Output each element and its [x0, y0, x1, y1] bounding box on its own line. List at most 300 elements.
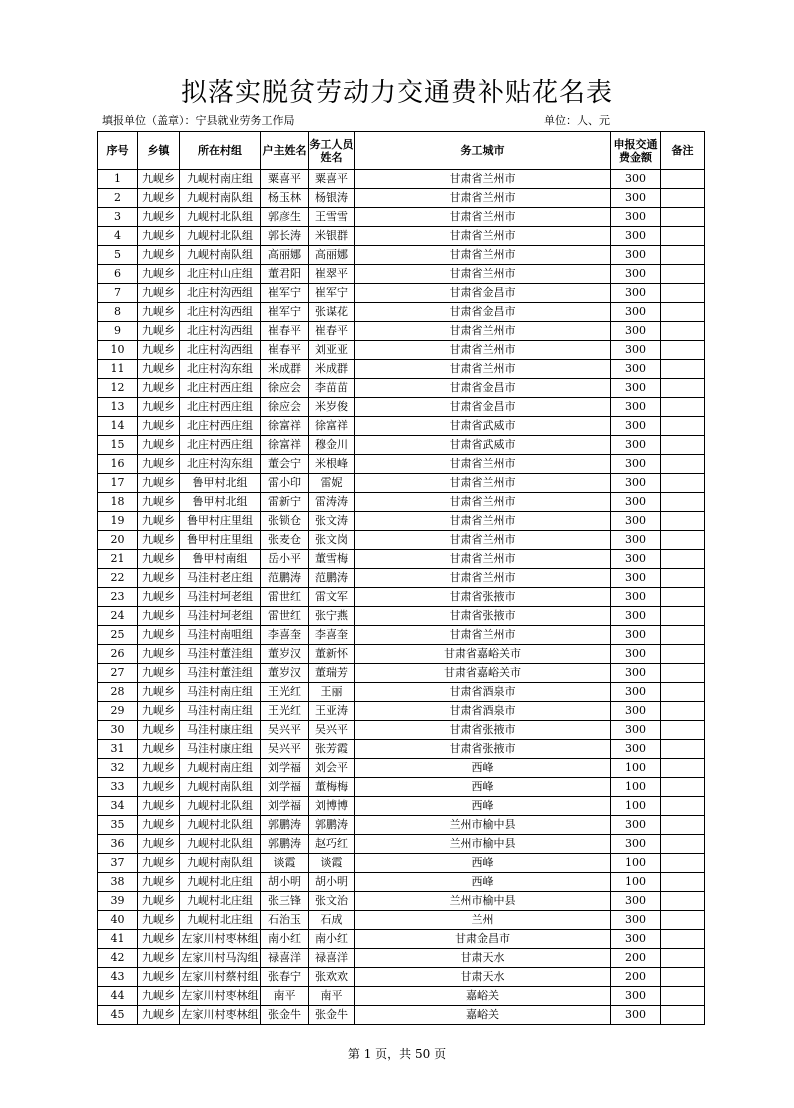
- cell-amount: 100: [611, 759, 661, 778]
- cell-township: 九岘乡: [138, 284, 180, 303]
- cell-township: 九岘乡: [138, 987, 180, 1006]
- cell-amount: 200: [611, 949, 661, 968]
- cell-amount: 300: [611, 892, 661, 911]
- page-footer: 第 1 页，共 50 页: [347, 1047, 447, 1061]
- cell-worker-name: 穆金川: [309, 436, 355, 455]
- cell-worker-name: 杨银涛: [309, 189, 355, 208]
- cell-amount: 300: [611, 265, 661, 284]
- cell-household-head: 岳小平: [261, 550, 309, 569]
- cell-index: 28: [98, 683, 138, 702]
- table-row: [98, 455, 705, 474]
- cell-amount: 300: [611, 512, 661, 531]
- cell-index: 21: [98, 550, 138, 569]
- cell-household-head: 胡小明: [261, 873, 309, 892]
- cell-work-city: 甘肃省嘉峪关市: [355, 664, 611, 683]
- cell-work-city: 甘肃省兰州市: [355, 341, 611, 360]
- table-row: [98, 246, 705, 265]
- cell-household-head: 崔春平: [261, 341, 309, 360]
- cell-township: 九岘乡: [138, 664, 180, 683]
- cell-work-city: 甘肃省兰州市: [355, 170, 611, 189]
- cell-village-group: 马洼村坷老组: [180, 588, 261, 607]
- table-row: [98, 968, 705, 987]
- cell-remark: [661, 189, 705, 208]
- cell-township: 九岘乡: [138, 379, 180, 398]
- table-row: [98, 512, 705, 531]
- cell-village-group: 北庄村沟西组: [180, 322, 261, 341]
- cell-village-group: 九岘村北庄组: [180, 873, 261, 892]
- cell-worker-name: 张金牛: [309, 1006, 355, 1025]
- cell-index: 32: [98, 759, 138, 778]
- cell-household-head: 郭彦生: [261, 208, 309, 227]
- cell-index: 40: [98, 911, 138, 930]
- cell-index: 37: [98, 854, 138, 873]
- cell-village-group: 九岘村南队组: [180, 778, 261, 797]
- cell-worker-name: 米根峰: [309, 455, 355, 474]
- cell-household-head: 雷小印: [261, 474, 309, 493]
- cell-village-group: 鲁甲村南组: [180, 550, 261, 569]
- table-row: [98, 493, 705, 512]
- cell-index: 15: [98, 436, 138, 455]
- cell-amount: 200: [611, 968, 661, 987]
- cell-household-head: 禄喜洋: [261, 949, 309, 968]
- cell-household-head: 徐富祥: [261, 436, 309, 455]
- cell-worker-name: 米岁俊: [309, 398, 355, 417]
- cell-remark: [661, 873, 705, 892]
- cell-amount: 100: [611, 778, 661, 797]
- cell-household-head: 董岁汉: [261, 664, 309, 683]
- cell-household-head: 董君阳: [261, 265, 309, 284]
- header-work-city: 务工城市: [355, 132, 611, 170]
- cell-village-group: 鲁甲村庄里组: [180, 531, 261, 550]
- cell-amount: 300: [611, 379, 661, 398]
- cell-remark: [661, 759, 705, 778]
- cell-household-head: 郭长涛: [261, 227, 309, 246]
- cell-village-group: 左家川村蔡村组: [180, 968, 261, 987]
- cell-worker-name: 张文治: [309, 892, 355, 911]
- cell-remark: [661, 379, 705, 398]
- cell-amount: 300: [611, 436, 661, 455]
- cell-township: 九岘乡: [138, 436, 180, 455]
- cell-village-group: 左家川村枣林组: [180, 1006, 261, 1025]
- cell-index: 38: [98, 873, 138, 892]
- table-row: [98, 759, 705, 778]
- table-row: [98, 797, 705, 816]
- cell-remark: [661, 683, 705, 702]
- cell-household-head: 杨玉林: [261, 189, 309, 208]
- cell-index: 8: [98, 303, 138, 322]
- cell-index: 13: [98, 398, 138, 417]
- cell-work-city: 甘肃省兰州市: [355, 227, 611, 246]
- cell-remark: [661, 968, 705, 987]
- cell-index: 10: [98, 341, 138, 360]
- table-row: [98, 208, 705, 227]
- cell-amount: 300: [611, 284, 661, 303]
- cell-worker-name: 刘博博: [309, 797, 355, 816]
- cell-amount: 300: [611, 987, 661, 1006]
- cell-household-head: 雷新宁: [261, 493, 309, 512]
- cell-worker-name: 张宁燕: [309, 607, 355, 626]
- cell-household-head: 粟喜平: [261, 170, 309, 189]
- cell-township: 九岘乡: [138, 968, 180, 987]
- table-row: [98, 284, 705, 303]
- cell-worker-name: 谈霞: [309, 854, 355, 873]
- cell-village-group: 北庄村沟西组: [180, 284, 261, 303]
- cell-remark: [661, 455, 705, 474]
- cell-work-city: 甘肃省金昌市: [355, 398, 611, 417]
- cell-work-city: 甘肃省兰州市: [355, 626, 611, 645]
- cell-household-head: 雷世红: [261, 607, 309, 626]
- table-row: [98, 721, 705, 740]
- cell-township: 九岘乡: [138, 474, 180, 493]
- cell-work-city: 甘肃天水: [355, 949, 611, 968]
- cell-amount: 100: [611, 854, 661, 873]
- cell-worker-name: 吴兴平: [309, 721, 355, 740]
- cell-amount: 300: [611, 702, 661, 721]
- cell-household-head: 雷世红: [261, 588, 309, 607]
- cell-remark: [661, 626, 705, 645]
- cell-household-head: 石治玉: [261, 911, 309, 930]
- cell-township: 九岘乡: [138, 322, 180, 341]
- table-row: [98, 227, 705, 246]
- cell-amount: 300: [611, 740, 661, 759]
- cell-work-city: 甘肃省嘉峪关市: [355, 645, 611, 664]
- cell-village-group: 鲁甲村庄里组: [180, 512, 261, 531]
- cell-township: 九岘乡: [138, 398, 180, 417]
- cell-household-head: 郭鹏涛: [261, 816, 309, 835]
- cell-index: 6: [98, 265, 138, 284]
- cell-amount: 300: [611, 645, 661, 664]
- cell-worker-name: 南小红: [309, 930, 355, 949]
- cell-remark: [661, 854, 705, 873]
- cell-work-city: 甘肃省兰州市: [355, 208, 611, 227]
- roster-table: [97, 131, 705, 1025]
- cell-remark: [661, 265, 705, 284]
- cell-amount: 300: [611, 322, 661, 341]
- cell-index: 1: [98, 170, 138, 189]
- cell-household-head: 董会宁: [261, 455, 309, 474]
- cell-remark: [661, 512, 705, 531]
- cell-household-head: 张麦仓: [261, 531, 309, 550]
- cell-amount: 300: [611, 816, 661, 835]
- cell-index: 17: [98, 474, 138, 493]
- cell-remark: [661, 569, 705, 588]
- cell-village-group: 北庄村西庄组: [180, 436, 261, 455]
- cell-worker-name: 张文涛: [309, 512, 355, 531]
- cell-index: 26: [98, 645, 138, 664]
- cell-household-head: 刘学福: [261, 797, 309, 816]
- cell-work-city: 甘肃省兰州市: [355, 512, 611, 531]
- cell-worker-name: 张欢欢: [309, 968, 355, 987]
- cell-township: 九岘乡: [138, 835, 180, 854]
- cell-index: 12: [98, 379, 138, 398]
- cell-work-city: 兰州: [355, 911, 611, 930]
- cell-household-head: 张春宁: [261, 968, 309, 987]
- table-row: [98, 664, 705, 683]
- cell-household-head: 谈霞: [261, 854, 309, 873]
- cell-household-head: 郭鹏涛: [261, 835, 309, 854]
- cell-work-city: 甘肃省酒泉市: [355, 702, 611, 721]
- table-row: [98, 170, 705, 189]
- cell-remark: [661, 208, 705, 227]
- cell-remark: [661, 949, 705, 968]
- cell-household-head: 张锁仓: [261, 512, 309, 531]
- cell-village-group: 马洼村康庄组: [180, 721, 261, 740]
- cell-worker-name: 雷妮: [309, 474, 355, 493]
- cell-remark: [661, 987, 705, 1006]
- cell-index: 3: [98, 208, 138, 227]
- cell-index: 22: [98, 569, 138, 588]
- cell-township: 九岘乡: [138, 778, 180, 797]
- table-row: [98, 417, 705, 436]
- cell-work-city: 甘肃省兰州市: [355, 455, 611, 474]
- cell-work-city: 甘肃省兰州市: [355, 322, 611, 341]
- cell-remark: [661, 721, 705, 740]
- cell-worker-name: 董瑞芳: [309, 664, 355, 683]
- cell-index: 25: [98, 626, 138, 645]
- table-row: [98, 1006, 705, 1025]
- cell-remark: [661, 911, 705, 930]
- header-remark: 备注: [661, 132, 705, 170]
- cell-amount: 300: [611, 170, 661, 189]
- cell-remark: [661, 835, 705, 854]
- cell-work-city: 甘肃省兰州市: [355, 189, 611, 208]
- cell-village-group: 左家川村枣林组: [180, 987, 261, 1006]
- table-row: [98, 265, 705, 284]
- cell-worker-name: 高丽娜: [309, 246, 355, 265]
- cell-township: 九岘乡: [138, 265, 180, 284]
- cell-worker-name: 雷涛涛: [309, 493, 355, 512]
- cell-village-group: 左家川村枣林组: [180, 930, 261, 949]
- cell-township: 九岘乡: [138, 740, 180, 759]
- cell-worker-name: 雷文军: [309, 588, 355, 607]
- cell-work-city: 嘉峪关: [355, 1006, 611, 1025]
- cell-index: 4: [98, 227, 138, 246]
- cell-work-city: 甘肃省兰州市: [355, 531, 611, 550]
- cell-index: 42: [98, 949, 138, 968]
- cell-township: 九岘乡: [138, 455, 180, 474]
- cell-worker-name: 徐富祥: [309, 417, 355, 436]
- cell-amount: 300: [611, 588, 661, 607]
- cell-amount: 300: [611, 835, 661, 854]
- table-row: [98, 892, 705, 911]
- cell-remark: [661, 227, 705, 246]
- cell-township: 九岘乡: [138, 1006, 180, 1025]
- cell-remark: [661, 778, 705, 797]
- cell-remark: [661, 1006, 705, 1025]
- cell-amount: 300: [611, 303, 661, 322]
- cell-village-group: 北庄村西庄组: [180, 379, 261, 398]
- cell-village-group: 九岘村北队组: [180, 797, 261, 816]
- cell-household-head: 张金牛: [261, 1006, 309, 1025]
- cell-village-group: 左家川村马沟组: [180, 949, 261, 968]
- cell-township: 九岘乡: [138, 360, 180, 379]
- cell-township: 九岘乡: [138, 645, 180, 664]
- cell-household-head: 南小红: [261, 930, 309, 949]
- cell-index: 41: [98, 930, 138, 949]
- cell-worker-name: 董梅梅: [309, 778, 355, 797]
- table-row: [98, 778, 705, 797]
- cell-village-group: 九岘村南队组: [180, 854, 261, 873]
- cell-remark: [661, 474, 705, 493]
- table-row: [98, 740, 705, 759]
- cell-township: 九岘乡: [138, 550, 180, 569]
- cell-remark: [661, 493, 705, 512]
- table-row: [98, 474, 705, 493]
- cell-township: 九岘乡: [138, 797, 180, 816]
- cell-remark: [661, 170, 705, 189]
- cell-household-head: 南平: [261, 987, 309, 1006]
- cell-village-group: 北庄村沟东组: [180, 360, 261, 379]
- cell-township: 九岘乡: [138, 626, 180, 645]
- cell-village-group: 九岘村北队组: [180, 816, 261, 835]
- cell-worker-name: 崔军宁: [309, 284, 355, 303]
- table-row: [98, 645, 705, 664]
- cell-index: 29: [98, 702, 138, 721]
- cell-village-group: 鲁甲村北组: [180, 474, 261, 493]
- cell-worker-name: 石成: [309, 911, 355, 930]
- cell-household-head: 徐应会: [261, 398, 309, 417]
- header-worker-name: 务工人员姓名: [309, 132, 355, 170]
- cell-index: 16: [98, 455, 138, 474]
- cell-work-city: 西峰: [355, 873, 611, 892]
- cell-worker-name: 董雪梅: [309, 550, 355, 569]
- table-row: [98, 911, 705, 930]
- cell-work-city: 甘肃省张掖市: [355, 588, 611, 607]
- cell-index: 27: [98, 664, 138, 683]
- cell-work-city: 甘肃省兰州市: [355, 550, 611, 569]
- cell-township: 九岘乡: [138, 189, 180, 208]
- cell-remark: [661, 246, 705, 265]
- table-row: [98, 569, 705, 588]
- cell-village-group: 北庄村沟东组: [180, 455, 261, 474]
- cell-township: 九岘乡: [138, 911, 180, 930]
- cell-amount: 300: [611, 417, 661, 436]
- cell-work-city: 甘肃天水: [355, 968, 611, 987]
- cell-township: 九岘乡: [138, 341, 180, 360]
- cell-township: 九岘乡: [138, 588, 180, 607]
- table-row: [98, 436, 705, 455]
- cell-household-head: 刘学福: [261, 759, 309, 778]
- cell-worker-name: 赵巧红: [309, 835, 355, 854]
- page-title: 拟落实脱贫劳动力交通费补贴花名表: [180, 78, 613, 108]
- cell-amount: 300: [611, 683, 661, 702]
- header-township: 乡镇: [138, 132, 180, 170]
- table-row: [98, 379, 705, 398]
- table-row: [98, 531, 705, 550]
- cell-worker-name: 刘会平: [309, 759, 355, 778]
- cell-work-city: 甘肃省金昌市: [355, 379, 611, 398]
- cell-township: 九岘乡: [138, 854, 180, 873]
- cell-village-group: 九岘村北队组: [180, 227, 261, 246]
- cell-township: 九岘乡: [138, 531, 180, 550]
- cell-worker-name: 张谋花: [309, 303, 355, 322]
- cell-village-group: 马洼村南庄组: [180, 683, 261, 702]
- cell-amount: 300: [611, 189, 661, 208]
- cell-worker-name: 米成群: [309, 360, 355, 379]
- cell-index: 5: [98, 246, 138, 265]
- cell-township: 九岘乡: [138, 246, 180, 265]
- cell-remark: [661, 892, 705, 911]
- cell-remark: [661, 588, 705, 607]
- cell-index: 14: [98, 417, 138, 436]
- cell-worker-name: 董新怀: [309, 645, 355, 664]
- cell-household-head: 张三锋: [261, 892, 309, 911]
- cell-village-group: 北庄村西庄组: [180, 398, 261, 417]
- cell-village-group: 马洼村老庄组: [180, 569, 261, 588]
- cell-worker-name: 粟喜平: [309, 170, 355, 189]
- cell-amount: 300: [611, 227, 661, 246]
- cell-worker-name: 范鹏涛: [309, 569, 355, 588]
- cell-household-head: 刘学福: [261, 778, 309, 797]
- cell-village-group: 北庄村山庄组: [180, 265, 261, 284]
- cell-worker-name: 胡小明: [309, 873, 355, 892]
- cell-township: 九岘乡: [138, 873, 180, 892]
- header-village-group: 所在村组: [180, 132, 261, 170]
- cell-work-city: 甘肃省兰州市: [355, 474, 611, 493]
- cell-index: 35: [98, 816, 138, 835]
- cell-amount: 300: [611, 1006, 661, 1025]
- table-row: [98, 816, 705, 835]
- cell-township: 九岘乡: [138, 607, 180, 626]
- cell-index: 31: [98, 740, 138, 759]
- cell-township: 九岘乡: [138, 227, 180, 246]
- cell-amount: 300: [611, 664, 661, 683]
- cell-household-head: 王光红: [261, 683, 309, 702]
- cell-index: 30: [98, 721, 138, 740]
- cell-index: 7: [98, 284, 138, 303]
- cell-amount: 300: [611, 493, 661, 512]
- cell-worker-name: 崔春平: [309, 322, 355, 341]
- cell-index: 44: [98, 987, 138, 1006]
- cell-household-head: 王光红: [261, 702, 309, 721]
- cell-index: 33: [98, 778, 138, 797]
- cell-remark: [661, 360, 705, 379]
- cell-remark: [661, 303, 705, 322]
- cell-township: 九岘乡: [138, 512, 180, 531]
- cell-index: 23: [98, 588, 138, 607]
- table-row: [98, 854, 705, 873]
- cell-work-city: 西峰: [355, 854, 611, 873]
- cell-remark: [661, 436, 705, 455]
- cell-index: 45: [98, 1006, 138, 1025]
- cell-household-head: 范鹏涛: [261, 569, 309, 588]
- cell-work-city: 甘肃省酒泉市: [355, 683, 611, 702]
- cell-index: 20: [98, 531, 138, 550]
- cell-amount: 300: [611, 208, 661, 227]
- cell-work-city: 兰州市榆中县: [355, 816, 611, 835]
- cell-work-city: 甘肃省兰州市: [355, 265, 611, 284]
- cell-worker-name: 崔翠平: [309, 265, 355, 284]
- cell-amount: 300: [611, 607, 661, 626]
- cell-township: 九岘乡: [138, 759, 180, 778]
- cell-work-city: 兰州市榆中县: [355, 835, 611, 854]
- cell-township: 九岘乡: [138, 892, 180, 911]
- cell-work-city: 兰州市榆中县: [355, 892, 611, 911]
- cell-index: 19: [98, 512, 138, 531]
- table-row: [98, 303, 705, 322]
- cell-township: 九岘乡: [138, 683, 180, 702]
- cell-remark: [661, 398, 705, 417]
- cell-work-city: 甘肃省兰州市: [355, 360, 611, 379]
- cell-worker-name: 王雪雪: [309, 208, 355, 227]
- table-row: [98, 360, 705, 379]
- cell-household-head: 吴兴平: [261, 721, 309, 740]
- cell-worker-name: 张芳霞: [309, 740, 355, 759]
- cell-amount: 300: [611, 569, 661, 588]
- table-body: [98, 170, 705, 1025]
- cell-household-head: 崔军宁: [261, 303, 309, 322]
- cell-index: 34: [98, 797, 138, 816]
